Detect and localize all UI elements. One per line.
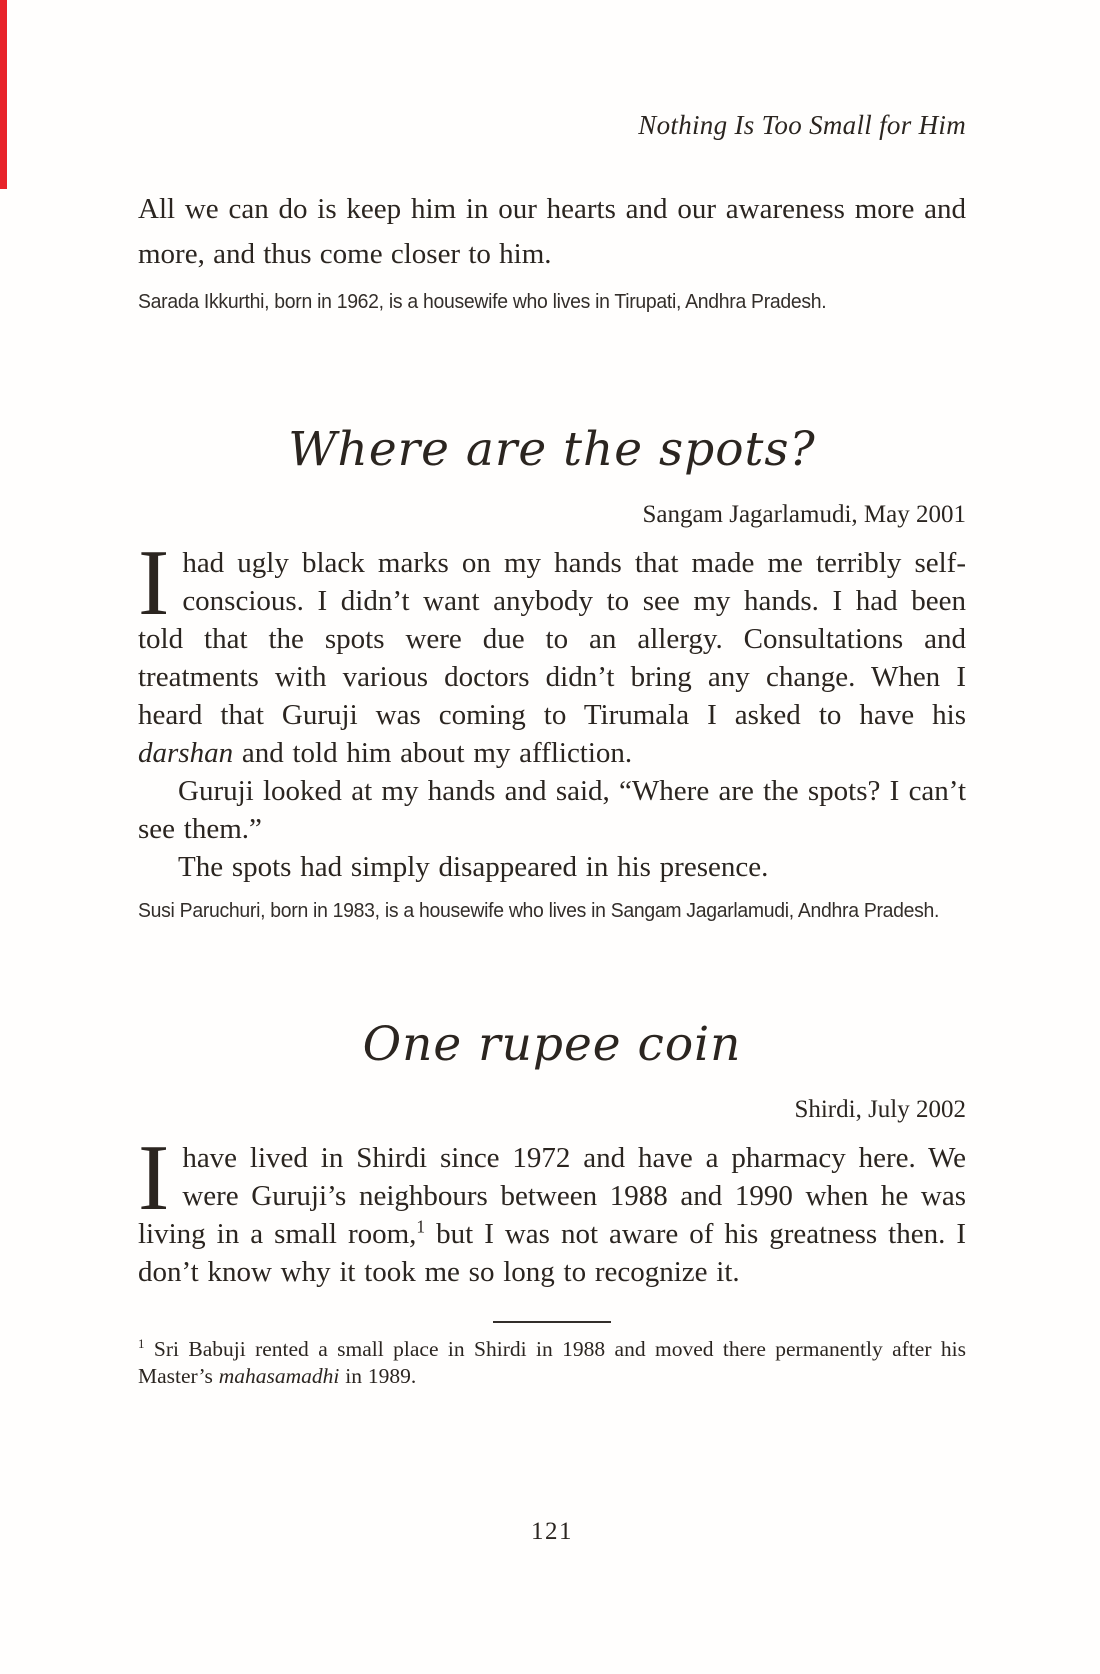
- italic-term: mahasamadhi: [218, 1364, 340, 1388]
- footnote-body: in 1989.: [339, 1364, 417, 1388]
- italic-term: darshan: [138, 737, 234, 769]
- attribution-line: Sarada Ikkurthi, born in 1962, is a housewife who lives in Tirupati, Andhra Pradesh.: [138, 291, 827, 313]
- drop-cap: I: [138, 1126, 170, 1230]
- story-paragraph: Guruji looked at my hands and said, “Where are the spots? I can’t see them.”: [138, 775, 966, 845]
- footnote-reference: 1: [416, 1216, 426, 1237]
- drop-cap: I: [138, 531, 170, 635]
- paragraph-text: had ugly black marks on my hands that made me terribly self-conscious. I didn’t want anybody to see my hands. I had been told that the spots were due to an allergy. Consultations and treatments with various doctors didn’t bring any change. When I heard that Guruji was coming to Tirumala I asked to have his: [138, 547, 966, 731]
- footnote-rule: [493, 1321, 611, 1323]
- attribution-line: Susi Paruchuri, born in 1983, is a housewife who lives in Sangam Jagarlamudi, Andhra Pradesh.: [138, 900, 940, 922]
- footnote-marker: 1: [138, 1336, 145, 1351]
- closing-paragraph: All we can do is keep him in our hearts and our awareness more and more, and thus come closer to him.: [138, 193, 966, 270]
- paragraph-text: but I was not aware of his greatness then. I don’t know why it took me so long to recognize it.: [138, 1218, 966, 1288]
- story-title-where-are-the-spots: Where are the spots?: [288, 422, 816, 477]
- scan-edge-artifact: [0, 0, 7, 189]
- footnote-text: [138, 1336, 966, 1390]
- story-paragraph: [138, 531, 966, 772]
- paragraph-text: and told him about my affliction.: [233, 737, 633, 769]
- story-paragraph: [138, 1126, 966, 1291]
- paragraph-text: have lived in Shirdi since 1972 and have a pharmacy here. We were Guruji’s neighbours between 1988 and 1990 when he was living in a small room,: [138, 1142, 966, 1250]
- dateline: Sangam Jagarlamudi, May 2001: [642, 501, 966, 528]
- page-content: [138, 0, 966, 1546]
- footnote-body: Sri Babuji rented a small place in Shirdi in 1988 and moved there permanently after his Master’s: [138, 1337, 966, 1388]
- page-number: 121: [531, 1518, 573, 1545]
- running-header: Nothing Is Too Small for Him: [638, 110, 966, 140]
- dateline: Shirdi, July 2002: [794, 1096, 966, 1123]
- story-paragraph: The spots had simply disappeared in his presence.: [178, 851, 769, 883]
- story-title-one-rupee-coin: One rupee coin: [362, 1017, 742, 1072]
